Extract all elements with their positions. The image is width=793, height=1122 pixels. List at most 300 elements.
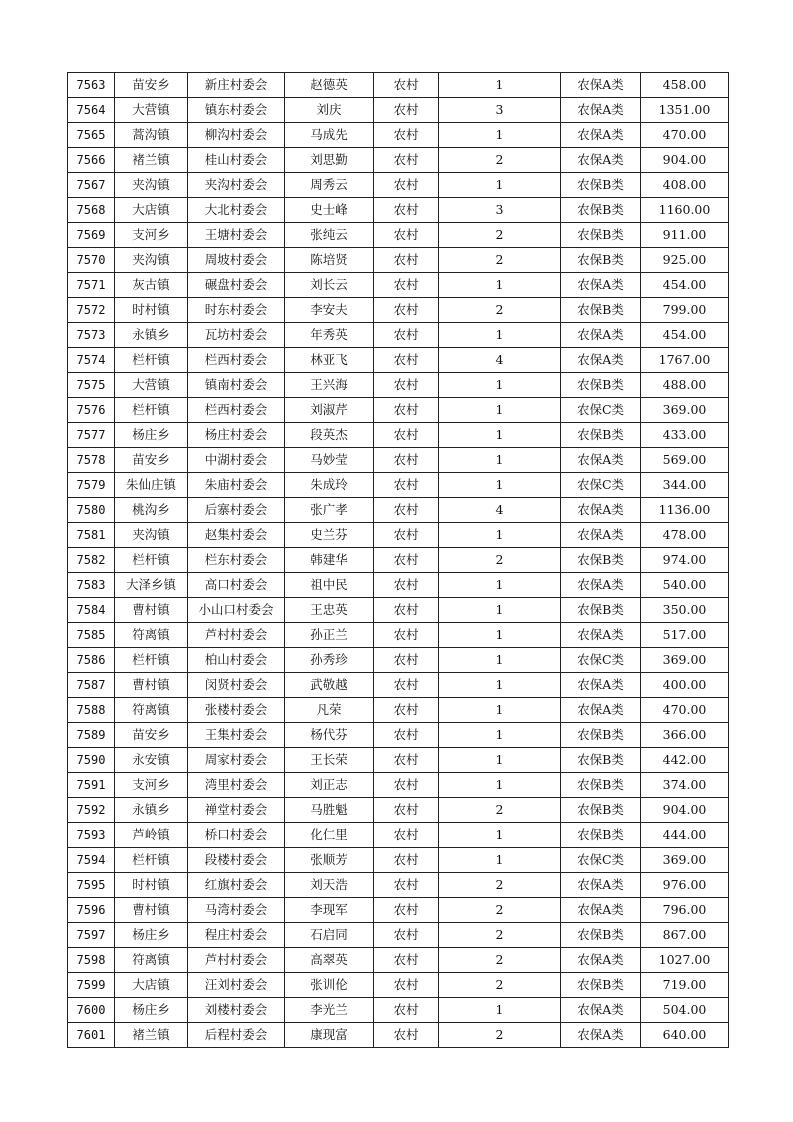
record-number-cell: 7569 [68,223,115,248]
township-cell: 栏杆镇 [115,648,188,673]
insurance-category-cell: 农保B类 [561,223,641,248]
township-cell: 栏杆镇 [115,848,188,873]
amount-cell: 470.00 [641,698,729,723]
village-committee-cell: 马湾村委会 [188,898,285,923]
insurance-category-cell: 农保A类 [561,948,641,973]
people-count-cell: 1 [439,748,561,773]
amount-cell: 796.00 [641,898,729,923]
village-committee-cell: 后寨村委会 [188,498,285,523]
amount-cell: 369.00 [641,398,729,423]
amount-cell: 540.00 [641,573,729,598]
amount-cell: 904.00 [641,798,729,823]
record-number-cell: 7594 [68,848,115,873]
household-type-cell: 农村 [374,198,439,223]
household-type-cell: 农村 [374,98,439,123]
village-committee-cell: 碾盘村委会 [188,273,285,298]
household-type-cell: 农村 [374,798,439,823]
insurance-category-cell: 农保B类 [561,923,641,948]
township-cell: 永安镇 [115,748,188,773]
record-number-cell: 7601 [68,1023,115,1048]
township-cell: 栏杆镇 [115,398,188,423]
table-row [68,598,729,623]
household-type-cell: 农村 [374,648,439,673]
amount-cell: 799.00 [641,298,729,323]
household-type-cell: 农村 [374,823,439,848]
amount-cell: 433.00 [641,423,729,448]
record-number-cell: 7571 [68,273,115,298]
person-name-cell: 王长荣 [285,748,374,773]
village-committee-cell: 杨庄村委会 [188,423,285,448]
record-number-cell: 7568 [68,198,115,223]
table-row [68,848,729,873]
record-number-cell: 7570 [68,248,115,273]
person-name-cell: 刘正志 [285,773,374,798]
village-committee-cell: 时东村委会 [188,298,285,323]
village-committee-cell: 瓦坊村委会 [188,323,285,348]
record-number-cell: 7596 [68,898,115,923]
people-count-cell: 1 [439,573,561,598]
people-count-cell: 1 [439,473,561,498]
village-committee-cell: 湾里村委会 [188,773,285,798]
people-count-cell: 1 [439,123,561,148]
amount-cell: 458.00 [641,73,729,98]
record-number-cell: 7577 [68,423,115,448]
record-number-cell: 7563 [68,73,115,98]
table-row [68,373,729,398]
person-name-cell: 林亚飞 [285,348,374,373]
household-type-cell: 农村 [374,923,439,948]
village-committee-cell: 夹沟村委会 [188,173,285,198]
village-committee-cell: 后程村委会 [188,1023,285,1048]
township-cell: 大营镇 [115,98,188,123]
person-name-cell: 张训伦 [285,973,374,998]
table-body [68,73,729,1048]
township-cell: 栏杆镇 [115,348,188,373]
household-type-cell: 农村 [374,423,439,448]
household-type-cell: 农村 [374,398,439,423]
record-number-cell: 7581 [68,523,115,548]
insurance-category-cell: 农保B类 [561,198,641,223]
person-name-cell: 年秀英 [285,323,374,348]
township-cell: 曹村镇 [115,898,188,923]
table-row [68,898,729,923]
insurance-category-cell: 农保A类 [561,98,641,123]
person-name-cell: 李光兰 [285,998,374,1023]
village-committee-cell: 段楼村委会 [188,848,285,873]
township-cell: 夹沟镇 [115,523,188,548]
people-count-cell: 1 [439,698,561,723]
person-name-cell: 石启同 [285,923,374,948]
village-committee-cell: 红旗村委会 [188,873,285,898]
amount-cell: 640.00 [641,1023,729,1048]
village-committee-cell: 芦村村委会 [188,948,285,973]
person-name-cell: 刘淑芹 [285,398,374,423]
people-count-cell: 1 [439,673,561,698]
household-type-cell: 农村 [374,898,439,923]
table-row [68,748,729,773]
township-cell: 夹沟镇 [115,248,188,273]
insurance-category-cell: 农保A类 [561,123,641,148]
table-row [68,148,729,173]
village-committee-cell: 朱庙村委会 [188,473,285,498]
village-committee-cell: 栏西村委会 [188,348,285,373]
person-name-cell: 韩建华 [285,548,374,573]
insurance-category-cell: 农保A类 [561,698,641,723]
table-row [68,473,729,498]
amount-cell: 1767.00 [641,348,729,373]
people-count-cell: 2 [439,973,561,998]
township-cell: 大店镇 [115,973,188,998]
people-count-cell: 1 [439,523,561,548]
person-name-cell: 史士峰 [285,198,374,223]
record-number-cell: 7565 [68,123,115,148]
record-number-cell: 7597 [68,923,115,948]
people-count-cell: 1 [439,173,561,198]
amount-cell: 974.00 [641,548,729,573]
record-number-cell: 7574 [68,348,115,373]
people-count-cell: 1 [439,623,561,648]
household-type-cell: 农村 [374,573,439,598]
township-cell: 大营镇 [115,373,188,398]
village-committee-cell: 小山口村委会 [188,598,285,623]
record-number-cell: 7595 [68,873,115,898]
township-cell: 大泽乡镇 [115,573,188,598]
township-cell: 永镇乡 [115,323,188,348]
township-cell: 永镇乡 [115,798,188,823]
amount-cell: 1027.00 [641,948,729,973]
record-number-cell: 7592 [68,798,115,823]
table-row [68,223,729,248]
person-name-cell: 王兴海 [285,373,374,398]
table-row [68,273,729,298]
record-number-cell: 7583 [68,573,115,598]
table-row [68,348,729,373]
person-name-cell: 刘长云 [285,273,374,298]
person-name-cell: 段英杰 [285,423,374,448]
table-row [68,523,729,548]
village-committee-cell: 中湖村委会 [188,448,285,473]
people-count-cell: 1 [439,723,561,748]
people-count-cell: 1 [439,73,561,98]
people-count-cell: 1 [439,848,561,873]
table-row [68,948,729,973]
people-count-cell: 2 [439,798,561,823]
person-name-cell: 刘思勤 [285,148,374,173]
township-cell: 杨庄乡 [115,923,188,948]
table-row [68,823,729,848]
village-committee-cell: 禅堂村委会 [188,798,285,823]
table-row [68,448,729,473]
amount-cell: 369.00 [641,848,729,873]
insurance-category-cell: 农保B类 [561,723,641,748]
insurance-category-cell: 农保A类 [561,523,641,548]
people-count-cell: 3 [439,198,561,223]
people-count-cell: 2 [439,898,561,923]
person-name-cell: 王忠英 [285,598,374,623]
amount-cell: 478.00 [641,523,729,548]
table-row [68,248,729,273]
insurance-category-cell: 农保A类 [561,498,641,523]
amount-cell: 1160.00 [641,198,729,223]
township-cell: 符离镇 [115,623,188,648]
person-name-cell: 马妙莹 [285,448,374,473]
table-row [68,323,729,348]
village-committee-cell: 新庄村委会 [188,73,285,98]
record-number-cell: 7591 [68,773,115,798]
township-cell: 时村镇 [115,298,188,323]
household-type-cell: 农村 [374,298,439,323]
record-number-cell: 7584 [68,598,115,623]
township-cell: 苗安乡 [115,448,188,473]
insurance-category-cell: 农保B类 [561,598,641,623]
record-number-cell: 7564 [68,98,115,123]
table-row [68,423,729,448]
village-committee-cell: 镇东村委会 [188,98,285,123]
household-type-cell: 农村 [374,973,439,998]
village-committee-cell: 程庄村委会 [188,923,285,948]
village-committee-cell: 周坡村委会 [188,248,285,273]
household-type-cell: 农村 [374,848,439,873]
people-count-cell: 2 [439,298,561,323]
person-name-cell: 高翠英 [285,948,374,973]
person-name-cell: 朱成玲 [285,473,374,498]
record-number-cell: 7578 [68,448,115,473]
amount-cell: 444.00 [641,823,729,848]
household-type-cell: 农村 [374,248,439,273]
household-type-cell: 农村 [374,148,439,173]
household-type-cell: 农村 [374,948,439,973]
people-count-cell: 1 [439,423,561,448]
village-committee-cell: 栏东村委会 [188,548,285,573]
people-count-cell: 2 [439,548,561,573]
amount-cell: 569.00 [641,448,729,473]
people-count-cell: 2 [439,223,561,248]
welfare-table [67,72,729,1048]
people-count-cell: 1 [439,598,561,623]
household-type-cell: 农村 [374,873,439,898]
insurance-category-cell: 农保A类 [561,73,641,98]
person-name-cell: 周秀云 [285,173,374,198]
township-cell: 褚兰镇 [115,148,188,173]
insurance-category-cell: 农保B类 [561,298,641,323]
household-type-cell: 农村 [374,348,439,373]
insurance-category-cell: 农保C类 [561,648,641,673]
record-number-cell: 7566 [68,148,115,173]
person-name-cell: 赵德英 [285,73,374,98]
people-count-cell: 2 [439,148,561,173]
township-cell: 灰古镇 [115,273,188,298]
table-row [68,73,729,98]
people-count-cell: 1 [439,648,561,673]
village-committee-cell: 周家村委会 [188,748,285,773]
record-number-cell: 7587 [68,673,115,698]
people-count-cell: 1 [439,273,561,298]
people-count-cell: 1 [439,373,561,398]
amount-cell: 470.00 [641,123,729,148]
household-type-cell: 农村 [374,548,439,573]
insurance-category-cell: 农保B类 [561,423,641,448]
amount-cell: 454.00 [641,273,729,298]
insurance-category-cell: 农保C类 [561,473,641,498]
table-row [68,298,729,323]
amount-cell: 408.00 [641,173,729,198]
amount-cell: 454.00 [641,323,729,348]
people-count-cell: 1 [439,773,561,798]
village-committee-cell: 桂山村委会 [188,148,285,173]
amount-cell: 904.00 [641,148,729,173]
village-committee-cell: 柏山村委会 [188,648,285,673]
household-type-cell: 农村 [374,373,439,398]
household-type-cell: 农村 [374,73,439,98]
amount-cell: 344.00 [641,473,729,498]
insurance-category-cell: 农保C类 [561,848,641,873]
amount-cell: 400.00 [641,673,729,698]
insurance-category-cell: 农保B类 [561,973,641,998]
village-committee-cell: 芦村村委会 [188,623,285,648]
insurance-category-cell: 农保A类 [561,873,641,898]
township-cell: 曹村镇 [115,673,188,698]
table-row [68,873,729,898]
township-cell: 杨庄乡 [115,998,188,1023]
household-type-cell: 农村 [374,323,439,348]
village-committee-cell: 柳沟村委会 [188,123,285,148]
people-count-cell: 1 [439,398,561,423]
record-number-cell: 7573 [68,323,115,348]
household-type-cell: 农村 [374,623,439,648]
record-number-cell: 7593 [68,823,115,848]
insurance-category-cell: 农保A类 [561,998,641,1023]
village-committee-cell: 刘楼村委会 [188,998,285,1023]
people-count-cell: 4 [439,348,561,373]
amount-cell: 366.00 [641,723,729,748]
insurance-category-cell: 农保B类 [561,748,641,773]
amount-cell: 1136.00 [641,498,729,523]
record-number-cell: 7582 [68,548,115,573]
table-row [68,798,729,823]
person-name-cell: 刘天浩 [285,873,374,898]
amount-cell: 517.00 [641,623,729,648]
record-number-cell: 7598 [68,948,115,973]
township-cell: 杨庄乡 [115,423,188,448]
amount-cell: 867.00 [641,923,729,948]
table-row [68,923,729,948]
insurance-category-cell: 农保A类 [561,448,641,473]
record-number-cell: 7572 [68,298,115,323]
township-cell: 夹沟镇 [115,173,188,198]
village-committee-cell: 张楼村委会 [188,698,285,723]
person-name-cell: 杨代芬 [285,723,374,748]
record-number-cell: 7575 [68,373,115,398]
person-name-cell: 张广孝 [285,498,374,523]
amount-cell: 442.00 [641,748,729,773]
household-type-cell: 农村 [374,1023,439,1048]
household-type-cell: 农村 [374,673,439,698]
insurance-category-cell: 农保C类 [561,398,641,423]
household-type-cell: 农村 [374,123,439,148]
person-name-cell: 马胜魁 [285,798,374,823]
people-count-cell: 4 [439,498,561,523]
village-committee-cell: 镇南村委会 [188,373,285,398]
table-row [68,123,729,148]
person-name-cell: 李安夫 [285,298,374,323]
table-row [68,973,729,998]
amount-cell: 719.00 [641,973,729,998]
household-type-cell: 农村 [374,773,439,798]
insurance-category-cell: 农保B类 [561,773,641,798]
people-count-cell: 2 [439,923,561,948]
people-count-cell: 1 [439,998,561,1023]
village-committee-cell: 赵集村委会 [188,523,285,548]
household-type-cell: 农村 [374,998,439,1023]
township-cell: 支河乡 [115,773,188,798]
people-count-cell: 2 [439,948,561,973]
household-type-cell: 农村 [374,448,439,473]
amount-cell: 369.00 [641,648,729,673]
table-row [68,623,729,648]
township-cell: 符离镇 [115,948,188,973]
township-cell: 蒿沟镇 [115,123,188,148]
person-name-cell: 孙正兰 [285,623,374,648]
record-number-cell: 7590 [68,748,115,773]
record-number-cell: 7579 [68,473,115,498]
village-committee-cell: 栏西村委会 [188,398,285,423]
township-cell: 苗安乡 [115,723,188,748]
amount-cell: 350.00 [641,598,729,623]
insurance-category-cell: 农保B类 [561,373,641,398]
township-cell: 栏杆镇 [115,548,188,573]
household-type-cell: 农村 [374,723,439,748]
village-committee-cell: 大北村委会 [188,198,285,223]
record-number-cell: 7586 [68,648,115,673]
record-number-cell: 7576 [68,398,115,423]
person-name-cell: 康现富 [285,1023,374,1048]
record-number-cell: 7600 [68,998,115,1023]
household-type-cell: 农村 [374,598,439,623]
township-cell: 朱仙庄镇 [115,473,188,498]
table-row [68,398,729,423]
insurance-category-cell: 农保A类 [561,348,641,373]
people-count-cell: 2 [439,248,561,273]
household-type-cell: 农村 [374,473,439,498]
township-cell: 大店镇 [115,198,188,223]
amount-cell: 374.00 [641,773,729,798]
person-name-cell: 化仁里 [285,823,374,848]
amount-cell: 925.00 [641,248,729,273]
insurance-category-cell: 农保A类 [561,623,641,648]
table-row [68,773,729,798]
village-committee-cell: 桥口村委会 [188,823,285,848]
insurance-category-cell: 农保B类 [561,173,641,198]
table-row [68,673,729,698]
amount-cell: 504.00 [641,998,729,1023]
amount-cell: 976.00 [641,873,729,898]
people-count-cell: 1 [439,448,561,473]
household-type-cell: 农村 [374,498,439,523]
table-row [68,998,729,1023]
table-row [68,498,729,523]
insurance-category-cell: 农保A类 [561,673,641,698]
insurance-category-cell: 农保A类 [561,148,641,173]
insurance-category-cell: 农保B类 [561,548,641,573]
person-name-cell: 陈培贤 [285,248,374,273]
township-cell: 苗安乡 [115,73,188,98]
insurance-category-cell: 农保B类 [561,823,641,848]
village-committee-cell: 闵贤村委会 [188,673,285,698]
record-number-cell: 7580 [68,498,115,523]
record-number-cell: 7585 [68,623,115,648]
record-number-cell: 7588 [68,698,115,723]
person-name-cell: 祖中民 [285,573,374,598]
